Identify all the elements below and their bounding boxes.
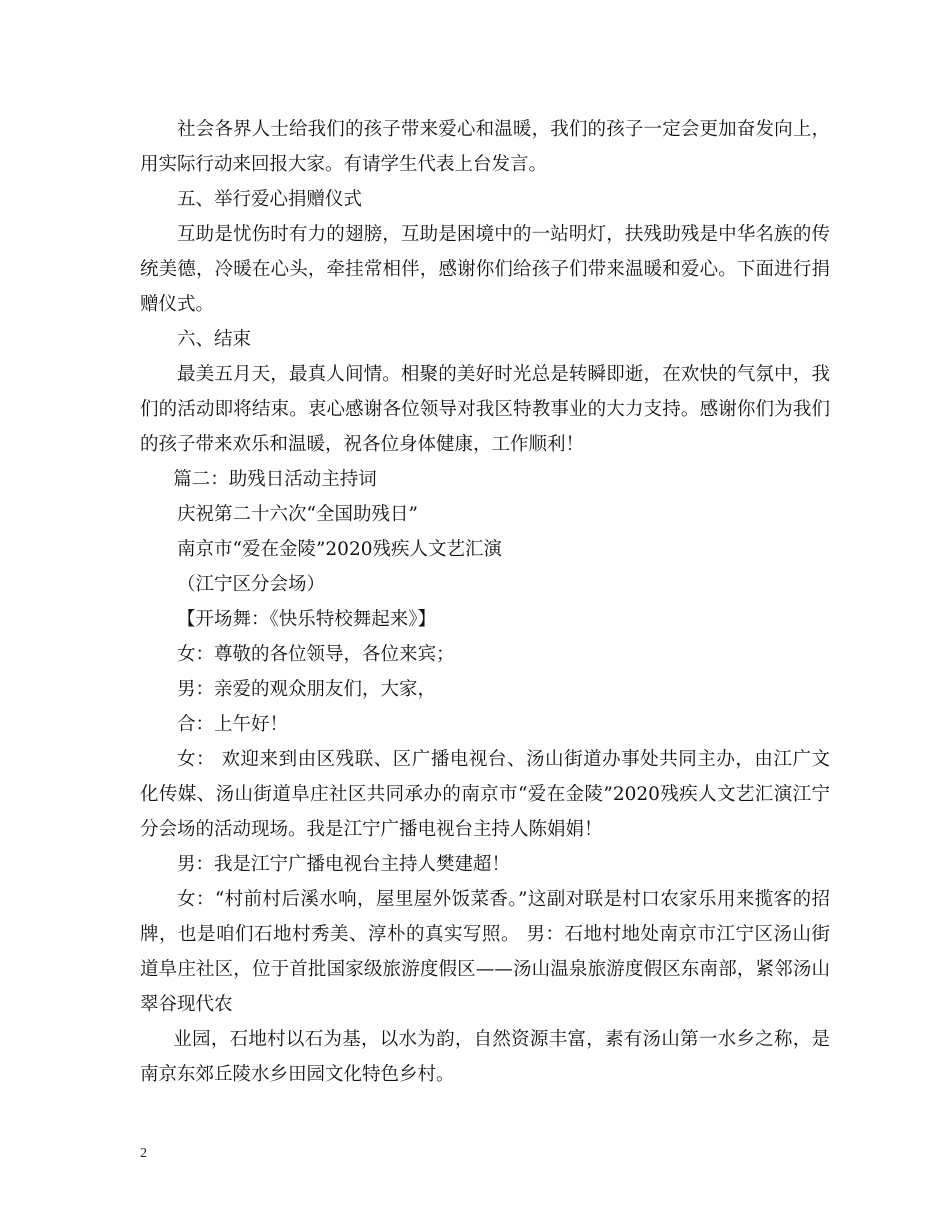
- line-female-greeting: 女：尊敬的各位领导，各位来宾；: [177, 644, 455, 665]
- line-venue: （江宁区分会场）: [177, 574, 326, 595]
- section-heading-ending: 六、结束: [177, 329, 252, 350]
- section-heading-donation-ceremony: 五、举行爱心捐赠仪式: [177, 189, 363, 210]
- paragraph-female-welcome: 女： 欢迎来到由区残联、区广播电视台、汤山街道办事处共同主办，由江广文化传媒、汤山街道阜庄社区共同承办的南京市“爱在金陵”2020残疾人文艺汇演江宁分会场的活动现场。我是江宁广播电视台主持人陈娟娟！: [140, 749, 830, 840]
- chapter-title-part-two: 篇二：助残日活动主持词: [173, 469, 377, 490]
- line-celebration-title: 庆祝第二十六次“全国助残日”: [177, 504, 418, 525]
- line-opening-dance: 【开场舞：《快乐特校舞起来》】: [177, 609, 437, 630]
- paragraph-closing: 最美五月天，最真人间情。相聚的美好时光总是转瞬即逝，在欢快的气氛中，我们的活动即将结束。衷心感谢各位领导对我区特教事业的大力支持。感谢你们为我们的孩子带来欢乐和温暖，祝各位身体健康，工作顺利！: [140, 364, 830, 455]
- paragraph-thanks-society: 社会各界人士给我们的孩子带来爱心和温暖，我们的孩子一定会更加奋发向上，用实际行动来回报大家。有请学生代表上台发言。: [140, 119, 830, 175]
- page-number: 2: [140, 1146, 147, 1161]
- document-body: [140, 112, 830, 1092]
- line-male-intro: 男：我是江宁广播电视台主持人樊建超！: [177, 854, 511, 875]
- paragraph-village-continued: 业园，石地村以石为基，以水为韵，自然资源丰富，素有汤山第一水乡之称，是南京东郊丘陵水乡田园文化特色乡村。: [140, 1029, 830, 1085]
- line-together-greeting: 合：上午好！: [177, 714, 289, 735]
- line-male-greeting: 男：亲爱的观众朋友们，大家，: [177, 679, 437, 700]
- paragraph-mutual-help: 互助是忧伤时有力的翅膀，互助是困境中的一站明灯，扶残助残是中华名族的传统美德，冷暖在心头，牵挂常相伴，感谢你们给孩子们带来温暖和爱心。下面进行捐赠仪式。: [140, 224, 830, 315]
- paragraph-village-description: 女：“村前村后溪水响，屋里屋外饭菜香。”这副对联是村口农家乐用来揽客的招牌，也是咱们石地村秀美、淳朴的真实写照。 男：石地村地处南京市江宁区汤山街道阜庄社区，位于首批国家级旅游度假区——汤山温泉旅游度假区东南部，紧邻汤山翠谷现代农: [140, 889, 830, 1015]
- line-event-title: 南京市“爱在金陵”2020残疾人文艺汇演: [177, 539, 502, 560]
